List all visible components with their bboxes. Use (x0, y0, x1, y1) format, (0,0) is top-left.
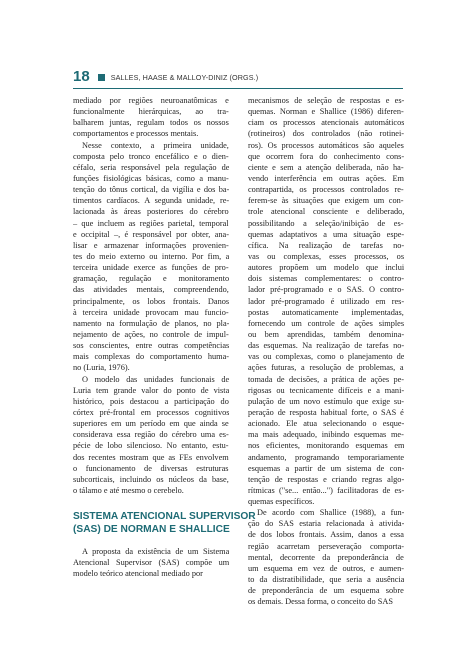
text-line: que ocorrem fora do conhecimento cons- (248, 151, 404, 161)
text-line: tomada de decisões, a prática de ações pe- (248, 374, 404, 384)
text-line: namento na formulação de planos, no pla- (73, 318, 229, 328)
right-column (248, 95, 404, 607)
text-line: to da distratibilidade, que seria a ausência (248, 575, 404, 585)
text-line: gramação, regulação e monitoramento (73, 274, 229, 284)
text-line: vendo interferência em outras ações. Em (248, 173, 404, 183)
text-line: mediado por regiões neuroanatômicas e (73, 96, 229, 105)
text-line: rítmicas ("se... então...") facilitadoras de es- (248, 485, 404, 495)
text-line: quemas específicos. (248, 497, 315, 507)
text-line: ma mais adequado, inibindo esquemas me- (248, 430, 404, 440)
text-line: de dos lobos frontais. Assim, danos a essa (248, 530, 404, 540)
text-line: considerava essa região do cérebro uma es- (73, 430, 229, 440)
text-line: ferem-se às situações que exigem um con- (248, 196, 404, 206)
text-line: rigosas ou tecnicamente difíceis e a mani- (248, 385, 404, 395)
left-paragraph-2 (73, 140, 229, 374)
left-column (73, 95, 256, 579)
text-line: dos recentes mostram que as FEs envolvem (73, 452, 229, 462)
text-line: superiores em um período em que ainda se (73, 419, 229, 429)
text-line: os demais. Dessa forma, o conceito do SAS (248, 597, 393, 607)
text-line: ção do SAS estaria relacionada à ativida- (248, 519, 404, 529)
text-line: Atencional Supervisor (SAS) compõe um (73, 558, 229, 568)
text-line: funções fisiológicas básicas, como a manu- (73, 173, 229, 183)
text-line: comportamentos e processos mentais. (73, 129, 199, 139)
text-line: lador pré-programado é utilizado em res- (248, 296, 404, 306)
text-line: mais complexas do comportamento huma- (73, 352, 229, 362)
text-line: possibilitando a seleção/inibição de es- (248, 218, 404, 228)
text-line: balharem juntas, regulam todos os nossos (73, 118, 229, 128)
header-square-marker (98, 74, 105, 81)
left-paragraph-1 (73, 95, 229, 140)
page-number: 18 (73, 68, 90, 85)
text-line: quemas adaptativos a uma situação espe- (248, 229, 404, 239)
section-heading-line: SISTEMA ATENCIONAL SUPERVISOR (73, 511, 256, 523)
running-title: SALLES, HAASE & MALLOY-DINIZ (ORGS.) (110, 72, 259, 82)
text-line: um esquema em vez de outros, e aumen- (248, 563, 404, 573)
text-line: no (Luria, 1976). (73, 363, 130, 373)
text-line: timentos cardíacos. A segunda unidade, re- (73, 196, 229, 206)
text-line: esquemas a partir de um sistema de con- (248, 463, 404, 473)
text-line: dois sistemas complementares: o contro- (248, 274, 404, 284)
text-line: ciente e sem a atenção deliberada, não ha- (248, 162, 404, 172)
text-line: trole atencional consciente e deliberado, (248, 207, 404, 217)
text-line: (rotineiros) dos controlados (não rotinei- (248, 129, 404, 139)
text-line: Luria tem grande valor do ponto de vista (73, 385, 229, 395)
right-paragraph-1 (248, 95, 404, 507)
text-line: cífica. Na realização de tarefas no- (248, 240, 404, 250)
text-line: córtex pré-frontal em processos cognitivos (73, 407, 229, 417)
text-line: o funcionamento de diversas estruturas (73, 463, 229, 473)
text-line: ou bem aprendidas, também denomina- (248, 329, 404, 339)
text-line: quemas. Norman e Shallice (1986) diferen- (248, 107, 404, 117)
text-line: – que incluem as regiões parietal, temporal (73, 218, 229, 228)
text-line: O modelo das unidades funcionais de (82, 374, 229, 384)
text-line: fornecendo um controle de ações simples (248, 318, 404, 328)
text-line: lisar e armazenar informações provenien- (73, 240, 229, 250)
right-paragraph-2 (248, 507, 404, 607)
text-line: tes do meio externo ou interno. Por fim, a (73, 251, 229, 261)
text-line: céfalo, seria responsável pela regulação de (73, 162, 229, 172)
text-line: mental, decorrente da preponderância de (248, 552, 404, 562)
text-line: modelo teórico atencional mediado por (73, 569, 203, 579)
text-line: vas ou complexas, como o planejamento de (248, 352, 404, 362)
section-heading (73, 510, 256, 536)
header-rule (73, 88, 403, 89)
text-line: terceira unidade exerce as funções de pro- (73, 263, 229, 273)
left-paragraph-4 (73, 546, 229, 579)
text-line: A proposta da existência de um Sistema (82, 547, 229, 557)
text-line: das atividades mentais, compreendendo, (73, 285, 229, 295)
text-line: das esquemas. Na realização de tarefas no- (248, 341, 404, 351)
text-line: tenção do tônus cortical, da vigília e dos ba- (73, 185, 229, 195)
text-line: tenção de respostas e criando regras algo- (248, 474, 404, 484)
left-paragraph-3 (73, 374, 229, 497)
text-line: pulação de um novo estímulo que exige su- (248, 396, 404, 406)
text-line: lacionada às áreas posteriores do cérebro (73, 207, 229, 217)
text-line: principalmente, os lobos frontais. Danos (73, 296, 229, 306)
text-line: funcionalmente hierárquicas, ao tra- (73, 107, 229, 117)
text-line: pécie de lobo silencioso. No entanto, estu- (73, 441, 229, 451)
text-line: ros). Os processos automáticos são aqueles (248, 140, 404, 150)
text-line: nos eficientes, monitorando esquemas em (248, 441, 404, 451)
text-line: acionado. Ele atua selecionando o esque- (248, 419, 404, 429)
text-line: andamento, programando temporariamente (248, 452, 404, 462)
text-line: de preponderância de um esquema sobre (248, 586, 404, 596)
text-line: nejamento de ações, no controle de impul- (73, 329, 229, 339)
text-line: mecanismos de seleção de respostas e es- (248, 96, 404, 105)
text-line: região acarretam perseveração comporta- (248, 541, 404, 551)
text-line: à terceira unidade provocam mau funcio- (73, 307, 229, 317)
text-line: subcorticais, incluindo os núcleos da base, (73, 474, 229, 484)
text-line: vas ou complexas, esses processos, os (248, 251, 404, 261)
section-heading-line: (SAS) DE NORMAN E SHALLICE (73, 524, 230, 536)
text-line: histórico, pois destacou a participação do (73, 396, 229, 406)
text-line: postas automaticamente implementadas, (248, 307, 404, 317)
text-line: o tálamo e até mesmo o cerebelo. (73, 485, 184, 495)
text-line: autores propõem um modelo que inclui (248, 263, 404, 273)
text-line: peração de resposta habitual forte, o SAS é (248, 407, 404, 417)
running-header (73, 69, 403, 85)
text-line: composta pelo tronco encefálico e o dien- (73, 151, 229, 161)
text-line: ciam os processos atencionais automáticos (248, 118, 404, 128)
text-line: e occipital –, é responsável por obter, ana- (73, 229, 229, 239)
text-line: De acordo com Shallice (1988), a fun- (257, 508, 404, 518)
text-line: ações futuras, a resolução de problemas, a (248, 363, 404, 373)
text-line: contrapartida, os processos controlados re- (248, 185, 404, 195)
text-line: sos conscientes, entre outras competências (73, 341, 229, 351)
text-line: Nesse contexto, a primeira unidade, (82, 140, 229, 150)
text-line: lador pré-programado e o SAS. O contro- (248, 285, 404, 295)
